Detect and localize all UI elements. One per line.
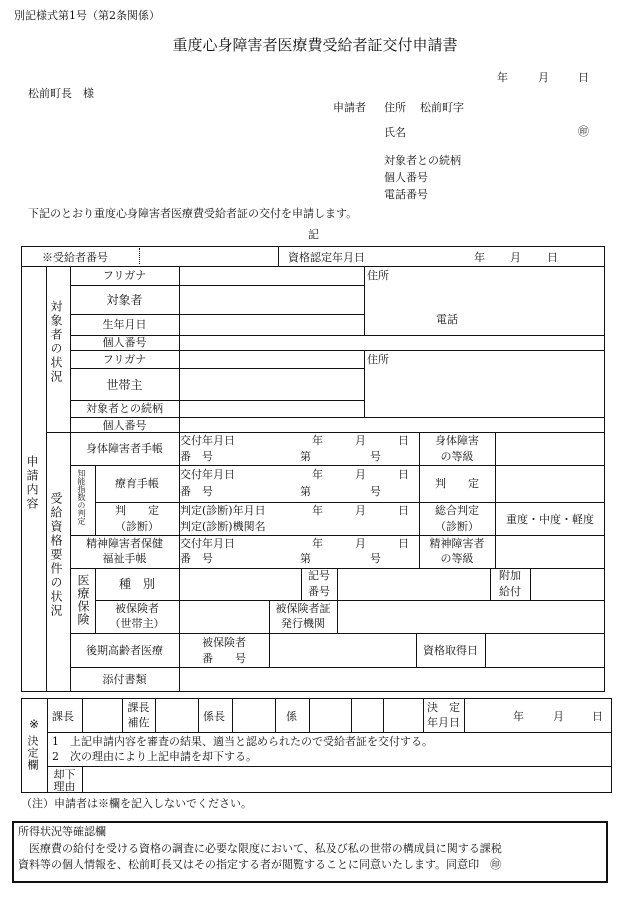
householder-name-label: 世帯主	[106, 378, 143, 392]
overall-diagnosis-label: （診断）	[435, 520, 479, 533]
physical-handbook-label: 身体障害者手帳	[86, 442, 163, 455]
rejection-reason-label-2: 理由	[53, 780, 76, 793]
deputy-chief-label: 課長	[127, 701, 150, 714]
subject-name-label: 対象者	[106, 293, 143, 307]
elderly-insurance-label: 後期高齢者医療	[86, 644, 163, 657]
application-statement: 下記のとおり重度心身障害者医療費受給者証の交付を申請します。	[28, 207, 358, 220]
subchief-label: 係長	[203, 710, 225, 723]
page-title: 重度心身障害者医療費受給者証交付申請書	[172, 36, 458, 54]
judgment-diagnosis-label: （診断）	[115, 520, 159, 533]
judgment-label: 判 定	[115, 504, 159, 517]
date-month-label: 月	[538, 71, 549, 84]
ryoiku-day-label: 日	[398, 468, 409, 481]
mental-grade-label: 精神障害者	[429, 537, 485, 550]
decision-item-1: 1 上記申請内容を審査の結果、適当と認められたので受給者証を交付する。	[52, 735, 433, 748]
ryoiku-handbook-label: 療育手帳	[115, 477, 159, 490]
householder-address-label: 住所	[367, 353, 389, 366]
overall-judgment-label: 総合判定	[435, 504, 479, 517]
physical-year-label: 年	[312, 434, 323, 447]
date-year-label: 年	[497, 71, 508, 84]
application-content-label: 申請内容	[25, 455, 39, 511]
subject-status-label: 対象者の状況	[49, 300, 63, 384]
physical-grade-label: 身体障害	[435, 434, 479, 447]
severity-options[interactable]: 重度・中度・軽度	[506, 513, 594, 526]
eligibility-status-label: 受給資格要件の状況	[49, 492, 63, 618]
card-issuer-label-2: 発行機関	[281, 617, 325, 630]
ryoiku-dai-label: 第	[300, 485, 311, 498]
consent-line-1: 医療費の給付を受ける資格の調査に必要な限度において、私及び私の世帯の構成員に関する課税	[18, 842, 502, 855]
applicant-phone-label: 電話番号	[384, 188, 428, 201]
judgment-year-label: 年	[312, 504, 323, 517]
decision-item-2: 2 次の理由により上記申請を却下する。	[52, 750, 257, 763]
mental-year-label: 年	[312, 537, 323, 550]
judgment-day-label: 日	[398, 504, 409, 517]
physical-day-label: 日	[398, 434, 409, 447]
mental-month-label: 月	[355, 537, 366, 550]
intellectual-judgment-label: 知能指数の判定	[77, 469, 86, 525]
acquired-date-label: 資格取得日	[423, 644, 478, 657]
insurance-symbol-label: 記号	[308, 569, 330, 582]
qualification-day-label: 日	[547, 251, 558, 264]
householder-personal-number-label: 個人番号	[102, 419, 147, 432]
subject-address-label: 住所	[367, 269, 389, 282]
applicant-name-label: 氏名	[384, 126, 406, 139]
mental-handbook-label-2: 福祉手帳	[102, 552, 147, 565]
subject-personal-number-label: 個人番号	[102, 336, 147, 349]
physical-grade-label-2: の等級	[440, 450, 474, 463]
insured-person-label: 被保険者	[115, 602, 159, 615]
mental-handbook-label: 精神障害者保健	[86, 537, 163, 550]
seal-mark: ㊞	[578, 125, 589, 138]
qualification-date-label: 資格認定年月日	[288, 251, 365, 264]
deputy-chief-label-2: 補佐	[127, 716, 150, 729]
applicant-relation-label: 対象者との続柄	[384, 154, 461, 167]
ryoiku-number-label: 番 号	[180, 485, 213, 498]
insurance-type-label: 種 別	[118, 577, 155, 591]
recipient-number-label: ※受給者番号	[42, 251, 108, 264]
subject-phone-label: 電話	[436, 313, 458, 326]
judgment-month-label: 月	[355, 504, 366, 517]
applicant-address-field[interactable]: 松前町字	[420, 101, 464, 114]
decision-mark: ※	[29, 717, 40, 731]
ryoiku-issue-date-label: 交付年月日	[180, 468, 235, 481]
physical-go-label: 号	[370, 450, 381, 463]
form-id: 別記様式第1号（第2条関係）	[14, 9, 160, 22]
householder-relation-label: 対象者との続柄	[86, 402, 163, 415]
subject-birthdate-label: 生年月日	[102, 318, 147, 331]
medical-insurance-label: 医療保険	[76, 574, 90, 626]
note-text: （注）申請者は※欄を記入しないでください。	[21, 797, 252, 810]
decision-column-label: 決定欄	[26, 735, 39, 771]
judgment-org-label: 判定(診断)機関名	[180, 520, 266, 533]
mental-issue-date-label: 交付年月日	[180, 537, 235, 550]
chief-label: 課長	[52, 710, 74, 723]
mental-day-label: 日	[398, 537, 409, 550]
date-day-label: 日	[578, 71, 589, 84]
mental-grade-label-2: の等級	[440, 552, 474, 565]
applicant-label: 申請者	[333, 101, 366, 114]
consent-line-2: 資料等の個人情報を、松前町長又はその指定する者が閲覧することに同意いたします。同意印 ㊞	[18, 858, 502, 871]
insurance-number-label: 番号	[308, 585, 330, 598]
additional-benefit-label: 附加	[499, 569, 521, 582]
addressee: 松前町長 様	[28, 87, 94, 100]
householder-furigana-label: フリガナ	[102, 353, 147, 366]
decision-date-label: 決 定	[427, 701, 460, 714]
clerk-label: 係	[286, 710, 297, 723]
consent-title: 所得状況等確認欄	[18, 825, 106, 838]
physical-month-label: 月	[355, 434, 366, 447]
judgment-date-label: 判定(診断)年月日	[180, 504, 266, 517]
elderly-insured-number-label-2: 番 号	[202, 652, 246, 665]
ki-label: 記	[308, 228, 319, 241]
physical-dai-label: 第	[300, 450, 311, 463]
qualification-year-label: 年	[474, 251, 485, 264]
physical-number-label: 番 号	[180, 450, 213, 463]
qualification-month-label: 月	[510, 251, 521, 264]
additional-benefit-label-2: 給付	[499, 585, 521, 598]
ryoiku-month-label: 月	[355, 468, 366, 481]
subject-furigana-label: フリガナ	[102, 269, 147, 282]
ryoiku-year-label: 年	[312, 468, 323, 481]
physical-issue-date-label: 交付年月日	[180, 434, 235, 447]
attachments-label: 添付書類	[102, 673, 147, 686]
rejection-reason-label: 却下	[53, 768, 76, 781]
mental-go-label: 号	[370, 552, 381, 565]
decision-date-label-2: 年月日	[427, 716, 460, 729]
decision-month-label: 月	[553, 710, 564, 723]
applicant-personal-number-label: 個人番号	[384, 171, 428, 184]
ryoiku-go-label: 号	[370, 485, 381, 498]
mental-number-label: 番 号	[180, 552, 213, 565]
insured-householder-label: （世帯主）	[109, 617, 165, 630]
ryoiku-judgment-label: 判 定	[435, 477, 479, 490]
decision-day-label: 日	[592, 710, 603, 723]
elderly-insured-number-label: 被保険者	[202, 636, 246, 649]
card-issuer-label: 被保険者証	[275, 602, 331, 615]
mental-dai-label: 第	[300, 552, 311, 565]
applicant-address-label: 住所	[384, 101, 406, 114]
decision-year-label: 年	[513, 710, 524, 723]
